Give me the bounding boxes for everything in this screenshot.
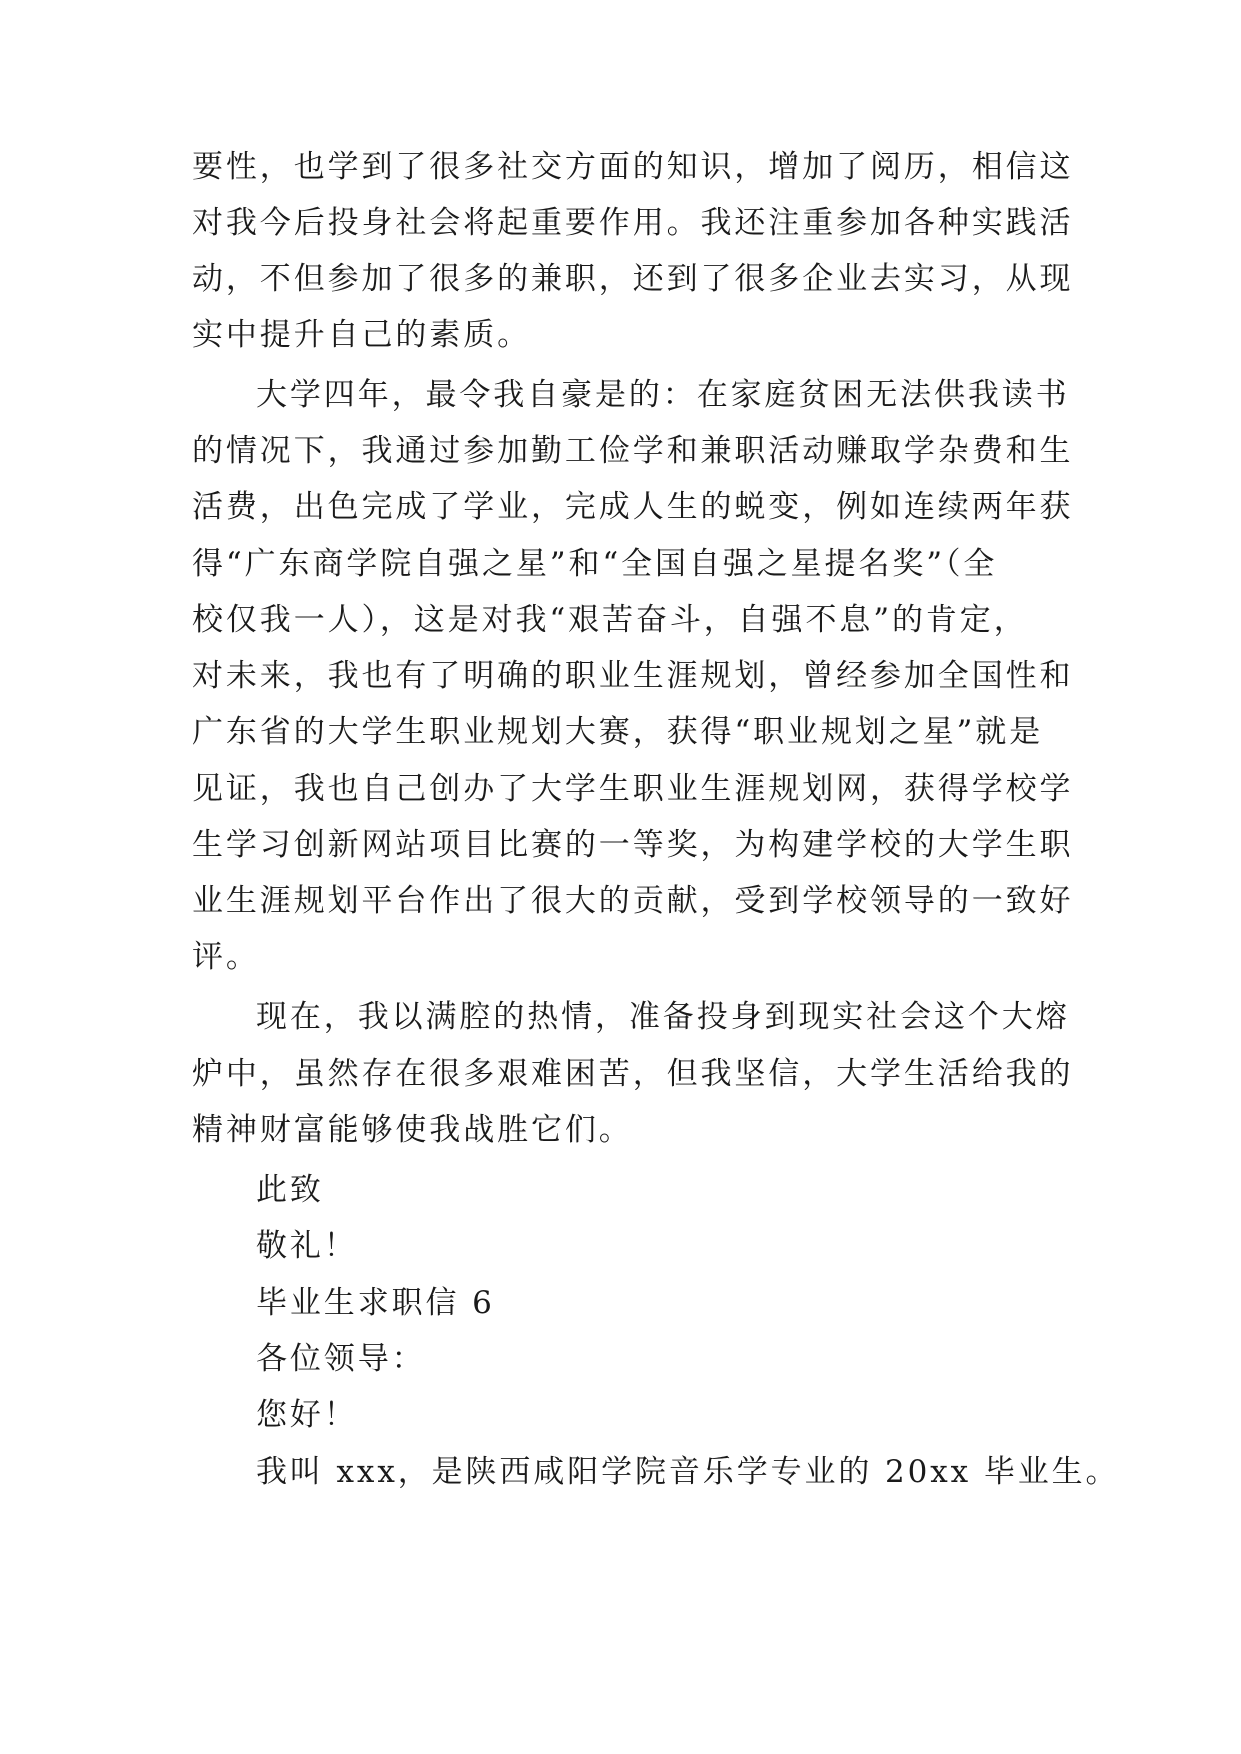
paragraph-line: 精神财富能够使我战胜它们。 [192,1112,633,1148]
paragraph-line: 活费，出色完成了学业，完成人生的蜕变，例如连续两年获 [192,489,1074,525]
intro-line: 我叫 xxx，是陕西咸阳学院音乐学专业的 20xx 毕业生。 [256,1454,1120,1490]
paragraph-line: 校仅我一人），这是对我“艰苦奋斗，自强不息”的肯定， [192,602,1028,638]
paragraph-line: 得“广东商学院自强之星”和“全国自强之星提名奖”（全 [192,546,998,582]
paragraph-line: 现在，我以满腔的热情，准备投身到现实社会这个大熔 [256,999,1070,1035]
salutation: 各位领导： [256,1341,426,1377]
closing-line: 此致 [256,1172,324,1208]
paragraph-line: 对未来，我也有了明确的职业生涯规划，曾经参加全国性和 [192,658,1074,694]
paragraph-line: 大学四年，最令我自豪是的：在家庭贫困无法供我读书 [256,377,1070,413]
paragraph-line: 对我今后投身社会将起重要作用。我还注重参加各种实践活 [192,205,1074,241]
paragraph-line: 广东省的大学生职业规划大赛，获得“职业规划之星”就是 [192,714,1044,750]
paragraph-line: 生学习创新网站项目比赛的一等奖，为构建学校的大学生职 [192,827,1074,863]
paragraph-line: 评。 [192,939,260,975]
greeting: 您好！ [256,1397,358,1433]
paragraph-line: 实中提升自己的素质。 [192,317,531,353]
paragraph-line: 炉中，虽然存在很多艰难困苦，但我坚信，大学生活给我的 [192,1056,1074,1092]
paragraph-line: 见证，我也自己创办了大学生职业生涯规划网，获得学校学 [192,771,1074,807]
paragraph-line: 要性，也学到了很多社交方面的知识，增加了阅历，相信这 [192,149,1074,185]
paragraph-line: 的情况下，我通过参加勤工俭学和兼职活动赚取学杂费和生 [192,433,1074,469]
closing-line: 敬礼！ [256,1228,358,1264]
paragraph-line: 业生涯规划平台作出了很大的贡献，受到学校领导的一致好 [192,883,1074,919]
paragraph-line: 动，不但参加了很多的兼职，还到了很多企业去实习，从现 [192,261,1074,297]
section-title: 毕业生求职信 6 [256,1285,495,1321]
